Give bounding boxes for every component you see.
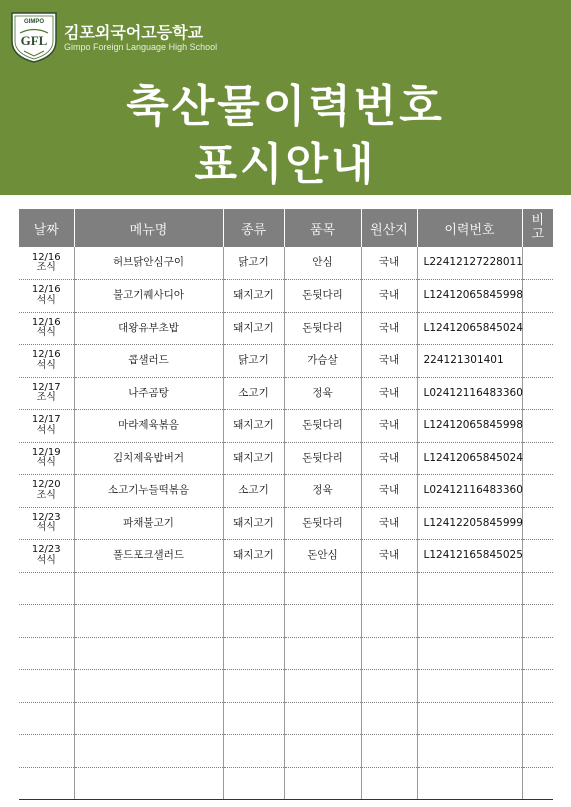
cell-origin: 국내	[361, 540, 417, 573]
table-row	[19, 540, 553, 573]
cell-kind: 닭고기	[223, 247, 284, 280]
empty-cell	[74, 767, 223, 800]
date-text: 12/16	[31, 284, 61, 296]
cell-date	[19, 410, 74, 443]
empty-cell	[522, 670, 553, 703]
cell-note	[522, 475, 553, 508]
meal-text: 조식	[36, 489, 56, 501]
empty-cell	[417, 572, 522, 605]
meal-text: 조식	[36, 392, 56, 404]
meal-text: 석식	[36, 457, 56, 469]
empty-cell	[223, 735, 284, 768]
cell-origin: 국내	[361, 442, 417, 475]
table-row-empty	[19, 572, 553, 605]
cell-origin: 국내	[361, 507, 417, 540]
table-row	[19, 345, 553, 378]
empty-cell	[74, 637, 223, 670]
date-text: 12/16	[31, 316, 61, 328]
cell-date	[19, 540, 74, 573]
empty-cell	[223, 767, 284, 800]
cell-trace-number: L12412065845024	[417, 312, 522, 345]
cell-origin: 국내	[361, 410, 417, 443]
header-menu: 메뉴명	[74, 209, 223, 247]
empty-cell	[361, 572, 417, 605]
cell-note	[522, 540, 553, 573]
cell-date	[19, 312, 74, 345]
cell-date	[19, 377, 74, 410]
empty-cell	[522, 702, 553, 735]
page-title-line1: 축산물이력번호	[126, 81, 445, 132]
table-row	[19, 280, 553, 313]
cell-date	[19, 442, 74, 475]
date-text: 12/23	[31, 544, 61, 556]
date-text: 12/17	[31, 414, 61, 426]
header-origin: 원산지	[361, 209, 417, 247]
table-row-empty	[19, 670, 553, 703]
cell-origin: 국내	[361, 312, 417, 345]
cell-menu: 파채불고기	[74, 507, 223, 540]
cell-kind: 돼지고기	[223, 312, 284, 345]
empty-cell	[19, 572, 74, 605]
svg-text:GFL: GFL	[20, 33, 48, 48]
empty-cell	[417, 702, 522, 735]
empty-cell	[284, 605, 361, 638]
cell-trace-number: L12412065845024	[417, 442, 522, 475]
cell-kind: 소고기	[223, 475, 284, 508]
school-name-english: Gimpo Foreign Language High School	[64, 42, 218, 52]
empty-cell	[284, 637, 361, 670]
empty-cell	[19, 670, 74, 703]
svg-text:GIMPO: GIMPO	[23, 19, 45, 25]
cell-origin: 국내	[361, 475, 417, 508]
cell-trace-number: L12412205845999	[417, 507, 522, 540]
meal-text: 석식	[36, 424, 56, 436]
empty-cell	[19, 735, 74, 768]
cell-origin: 국내	[361, 280, 417, 313]
empty-cell	[19, 767, 74, 800]
cell-menu: 불고기퀘사디아	[74, 280, 223, 313]
cell-part: 안심	[284, 247, 361, 280]
empty-cell	[522, 572, 553, 605]
empty-cell	[522, 735, 553, 768]
cell-origin: 국내	[361, 247, 417, 280]
table-header-row	[19, 209, 553, 247]
cell-trace-number: L22412127228011	[417, 247, 522, 280]
date-text: 12/16	[31, 349, 61, 361]
cell-part: 가슴살	[284, 345, 361, 378]
cell-menu: 소고기누들떡볶음	[74, 475, 223, 508]
table-row	[19, 442, 553, 475]
cell-kind: 돼지고기	[223, 410, 284, 443]
cell-note	[522, 247, 553, 280]
cell-trace-number: L02412116483360	[417, 475, 522, 508]
table-row	[19, 377, 553, 410]
empty-cell	[223, 670, 284, 703]
cell-note	[522, 410, 553, 443]
empty-cell	[223, 702, 284, 735]
cell-note	[522, 280, 553, 313]
cell-kind: 소고기	[223, 377, 284, 410]
empty-cell	[417, 670, 522, 703]
empty-cell	[284, 670, 361, 703]
empty-cell	[522, 605, 553, 638]
empty-cell	[223, 637, 284, 670]
empty-cell	[19, 637, 74, 670]
cell-menu: 마라제육볶음	[74, 410, 223, 443]
table-row	[19, 507, 553, 540]
empty-cell	[74, 735, 223, 768]
cell-origin: 국내	[361, 345, 417, 378]
cell-part: 돈안심	[284, 540, 361, 573]
header-trace-number: 이력번호	[417, 209, 522, 247]
cell-trace-number: L12412065845998	[417, 280, 522, 313]
cell-date	[19, 507, 74, 540]
empty-cell	[19, 605, 74, 638]
empty-cell	[522, 767, 553, 800]
meal-text: 석식	[36, 327, 56, 339]
school-logo	[10, 11, 58, 63]
cell-date	[19, 345, 74, 378]
cell-note	[522, 345, 553, 378]
cell-kind: 돼지고기	[223, 540, 284, 573]
cell-part: 돈뒷다리	[284, 312, 361, 345]
cell-menu: 콥샐러드	[74, 345, 223, 378]
cell-date	[19, 475, 74, 508]
cell-menu: 허브닭안심구이	[74, 247, 223, 280]
empty-cell	[361, 637, 417, 670]
cell-date	[19, 280, 74, 313]
empty-cell	[361, 702, 417, 735]
empty-cell	[74, 572, 223, 605]
empty-cell	[361, 670, 417, 703]
school-name-korean: 김포외국어고등학교	[64, 23, 204, 42]
school-header	[0, 0, 571, 195]
cell-kind: 돼지고기	[223, 507, 284, 540]
table-row-empty	[19, 702, 553, 735]
cell-trace-number: L12412165845025	[417, 540, 522, 573]
cell-menu: 풀드포크샐러드	[74, 540, 223, 573]
cell-kind: 돼지고기	[223, 442, 284, 475]
empty-cell	[74, 670, 223, 703]
cell-kind: 돼지고기	[223, 280, 284, 313]
empty-cell	[19, 702, 74, 735]
empty-cell	[284, 702, 361, 735]
date-text: 12/17	[31, 381, 61, 393]
empty-cell	[284, 572, 361, 605]
empty-cell	[361, 767, 417, 800]
cell-note	[522, 442, 553, 475]
empty-cell	[361, 735, 417, 768]
date-text: 12/16	[31, 251, 61, 263]
table-row	[19, 312, 553, 345]
empty-cell	[223, 572, 284, 605]
cell-origin: 국내	[361, 377, 417, 410]
cell-trace-number: L02412116483360	[417, 377, 522, 410]
table-row-empty	[19, 767, 553, 800]
table-row	[19, 410, 553, 443]
cell-kind: 닭고기	[223, 345, 284, 378]
empty-cell	[74, 605, 223, 638]
meal-text: 석식	[36, 359, 56, 371]
table-row-empty	[19, 735, 553, 768]
header-date: 날짜	[19, 209, 74, 247]
cell-note	[522, 312, 553, 345]
cell-part: 돈뒷다리	[284, 442, 361, 475]
date-text: 12/23	[31, 511, 61, 523]
page-title-line2: 표시안내	[194, 139, 377, 190]
cell-part: 돈뒷다리	[284, 507, 361, 540]
cell-date	[19, 247, 74, 280]
empty-cell	[284, 767, 361, 800]
traceability-table	[19, 209, 553, 800]
cell-part: 정육	[284, 475, 361, 508]
date-text: 12/20	[31, 479, 61, 491]
meal-text: 석식	[36, 522, 56, 534]
cell-menu: 나주곰탕	[74, 377, 223, 410]
cell-part: 돈뒷다리	[284, 410, 361, 443]
header-part: 품목	[284, 209, 361, 247]
empty-cell	[361, 605, 417, 638]
empty-cell	[417, 637, 522, 670]
header-kind: 종류	[223, 209, 284, 247]
date-text: 12/19	[31, 446, 61, 458]
cell-part: 돈뒷다리	[284, 280, 361, 313]
cell-menu: 김치제육밥버거	[74, 442, 223, 475]
meal-text: 석식	[36, 554, 56, 566]
meal-text: 조식	[36, 262, 56, 273]
header-note: 비 고	[522, 209, 553, 247]
empty-cell	[417, 767, 522, 800]
cell-trace-number: L12412065845998	[417, 410, 522, 443]
empty-cell	[417, 605, 522, 638]
empty-cell	[522, 637, 553, 670]
table-row	[19, 475, 553, 508]
empty-cell	[417, 735, 522, 768]
cell-trace-number: 224121301401	[417, 345, 522, 378]
empty-cell	[284, 735, 361, 768]
empty-cell	[74, 702, 223, 735]
table-row-empty	[19, 605, 553, 638]
cell-part: 정육	[284, 377, 361, 410]
table-row-empty	[19, 637, 553, 670]
meal-text: 석식	[36, 294, 56, 306]
table-row	[19, 247, 553, 280]
empty-cell	[223, 605, 284, 638]
cell-menu: 대왕유부초밥	[74, 312, 223, 345]
cell-note	[522, 507, 553, 540]
cell-note	[522, 377, 553, 410]
